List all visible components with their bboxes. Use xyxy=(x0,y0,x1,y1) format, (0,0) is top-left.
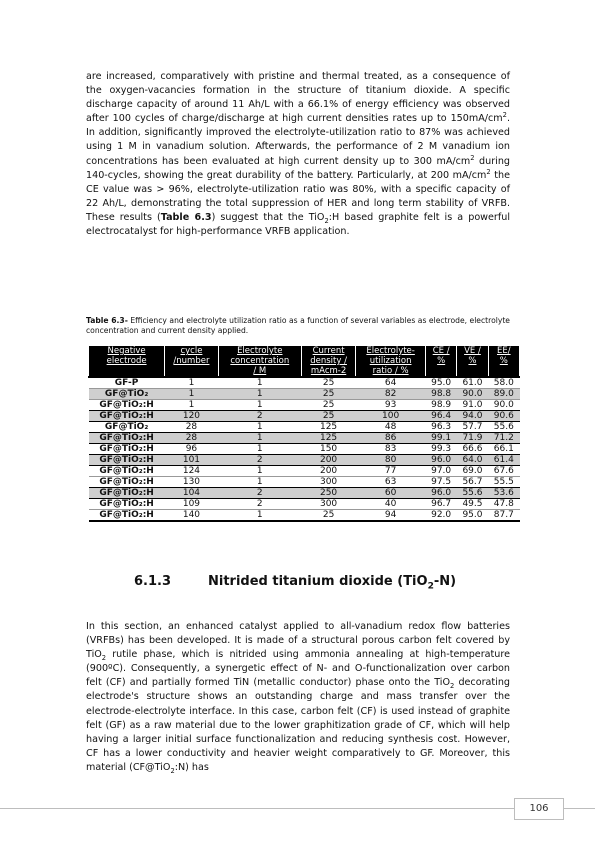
value-cell: 96.0 xyxy=(425,488,456,499)
value-cell: 1 xyxy=(218,466,301,477)
electrode-cell: GF@TiO₂:H xyxy=(89,466,165,477)
value-cell: 58.0 xyxy=(488,377,519,389)
value-cell: 86 xyxy=(356,433,426,444)
value-cell: 1 xyxy=(218,377,301,389)
value-cell: 87.7 xyxy=(488,510,519,522)
value-cell: 100 xyxy=(356,411,426,422)
value-cell: 98.9 xyxy=(425,400,456,411)
table-row xyxy=(89,466,520,477)
value-cell: 300 xyxy=(301,477,355,488)
value-cell: 91.0 xyxy=(457,400,488,411)
value-cell: 250 xyxy=(301,488,355,499)
value-cell: 90.0 xyxy=(457,389,488,400)
page-number: 106 xyxy=(514,798,564,820)
value-cell: 96.0 xyxy=(425,455,456,466)
electrode-cell: GF@TiO₂:H xyxy=(89,510,165,522)
table-row xyxy=(89,400,520,411)
value-cell: 98.8 xyxy=(425,389,456,400)
footer-rule xyxy=(0,808,595,809)
table-header-cell: CE / % xyxy=(425,346,456,377)
value-cell: 90.0 xyxy=(488,400,519,411)
electrode-cell: GF@TiO₂:H xyxy=(89,411,165,422)
table-header-cell: Negative electrode xyxy=(89,346,165,377)
value-cell: 53.6 xyxy=(488,488,519,499)
value-cell: 25 xyxy=(301,389,355,400)
value-cell: 28 xyxy=(165,433,218,444)
value-cell: 130 xyxy=(165,477,218,488)
electrode-cell: GF-P xyxy=(89,377,165,389)
table-caption: Table 6.3- Efficiency and electrolyte utilization ratio as a function of several variables as electrode, electrolyte concentration and current density applied. xyxy=(86,316,510,335)
table-body xyxy=(89,377,520,521)
value-cell: 97.0 xyxy=(425,466,456,477)
value-cell: 90.6 xyxy=(488,411,519,422)
value-cell: 150 xyxy=(301,444,355,455)
value-cell: 67.6 xyxy=(488,466,519,477)
value-cell: 125 xyxy=(301,433,355,444)
section-title: Nitrided titanium dioxide (TiO$_2$-N) xyxy=(208,574,457,592)
table-header-cell: Electrolyte- utilization ratio / % xyxy=(356,346,426,377)
value-cell: 1 xyxy=(218,477,301,488)
value-cell: 99.1 xyxy=(425,433,456,444)
body-paragraph-results: are increased, comparatively with pristine and thermal treated, as a consequence of the oxygen-vacancies formation in the structure of titanium dioxide. A specific discharge capacity of around 11 Ah/L with a 66.1% of energy efficiency was observed after 100 cycles of charge/discharge at high current densities rates up to $150mA/cm^2$. In addition, significantly improved the electrolyte-utilization ratio to 87% was achieved using 1 M in vanadium solution. Afterwards, the performance of 2 M vanadium ion concentrations has been evaluated at high current density up to 300 $mA/cm^2$ during 140-cycles, showing the great durability of the battery. Particularly, at 200 $mA/cm^2$ the CE value was > 96%, electrolyte-utilization ratio was 80%, with a specific capacity of 22 Ah/L, demonstrating the total suppression of HER and long term stability of VRFB. These results (Table 6.3) suggest that the TiO$_2$:H based graphite felt is a powerful electrocatalyst for high-performance VRFB application. xyxy=(86,71,511,238)
value-cell: 200 xyxy=(301,455,355,466)
value-cell: 61.4 xyxy=(488,455,519,466)
value-cell: 1 xyxy=(218,510,301,522)
table-row xyxy=(89,499,520,510)
table-row xyxy=(89,411,520,422)
value-cell: 64 xyxy=(356,377,426,389)
table-row xyxy=(89,455,520,466)
table-row xyxy=(89,433,520,444)
value-cell: 124 xyxy=(165,466,218,477)
value-cell: 101 xyxy=(165,455,218,466)
value-cell: 1 xyxy=(218,422,301,433)
value-cell: 96.4 xyxy=(425,411,456,422)
value-cell: 93 xyxy=(356,400,426,411)
value-cell: 82 xyxy=(356,389,426,400)
table-row xyxy=(89,389,520,400)
value-cell: 1 xyxy=(165,377,218,389)
value-cell: 2 xyxy=(218,411,301,422)
value-cell: 55.6 xyxy=(488,422,519,433)
electrode-cell: GF@TiO₂ xyxy=(89,422,165,433)
table-caption-label: Table 6.3- xyxy=(86,316,128,325)
value-cell: 96.3 xyxy=(425,422,456,433)
value-cell: 25 xyxy=(301,411,355,422)
value-cell: 1 xyxy=(165,400,218,411)
table-header-cell: Current density / mAcm-2 xyxy=(301,346,355,377)
electrode-cell: GF@TiO₂:H xyxy=(89,400,165,411)
value-cell: 49.5 xyxy=(457,499,488,510)
electrode-cell: GF@TiO₂:H xyxy=(89,477,165,488)
value-cell: 71.2 xyxy=(488,433,519,444)
value-cell: 80 xyxy=(356,455,426,466)
value-cell: 120 xyxy=(165,411,218,422)
value-cell: 2 xyxy=(218,488,301,499)
value-cell: 48 xyxy=(356,422,426,433)
value-cell: 55.5 xyxy=(488,477,519,488)
value-cell: 63 xyxy=(356,477,426,488)
value-cell: 89.0 xyxy=(488,389,519,400)
value-cell: 66.1 xyxy=(488,444,519,455)
value-cell: 1 xyxy=(165,389,218,400)
table-header-cell: cycle /number xyxy=(165,346,218,377)
value-cell: 66.6 xyxy=(457,444,488,455)
section-heading xyxy=(134,574,457,592)
value-cell: 99.3 xyxy=(425,444,456,455)
value-cell: 69.0 xyxy=(457,466,488,477)
value-cell: 2 xyxy=(218,499,301,510)
value-cell: 40 xyxy=(356,499,426,510)
value-cell: 125 xyxy=(301,422,355,433)
value-cell: 28 xyxy=(165,422,218,433)
section-number: 6.1.3 xyxy=(134,574,172,589)
value-cell: 1 xyxy=(218,400,301,411)
value-cell: 57.7 xyxy=(457,422,488,433)
value-cell: 300 xyxy=(301,499,355,510)
value-cell: 92.0 xyxy=(425,510,456,522)
value-cell: 61.0 xyxy=(457,377,488,389)
value-cell: 95.0 xyxy=(425,377,456,389)
value-cell: 25 xyxy=(301,400,355,411)
electrode-cell: GF@TiO₂:H xyxy=(89,455,165,466)
table-header-row xyxy=(89,346,520,377)
value-cell: 1 xyxy=(218,389,301,400)
value-cell: 96 xyxy=(165,444,218,455)
value-cell: 104 xyxy=(165,488,218,499)
table-row xyxy=(89,488,520,499)
value-cell: 55.6 xyxy=(457,488,488,499)
value-cell: 47.8 xyxy=(488,499,519,510)
value-cell: 25 xyxy=(301,510,355,522)
value-cell: 94 xyxy=(356,510,426,522)
value-cell: 94.0 xyxy=(457,411,488,422)
table-reference: Table 6.3 xyxy=(160,211,212,223)
table-header-cell: Electrolyte concentration / M xyxy=(218,346,301,377)
electrode-cell: GF@TiO₂ xyxy=(89,389,165,400)
efficiency-table xyxy=(88,346,520,522)
value-cell: 1 xyxy=(218,444,301,455)
table-header-cell: EE/ % xyxy=(488,346,519,377)
electrode-cell: GF@TiO₂:H xyxy=(89,488,165,499)
value-cell: 83 xyxy=(356,444,426,455)
value-cell: 140 xyxy=(165,510,218,522)
body-paragraph-section: In this section, an enhanced catalyst applied to all-vanadium redox flow batteries (VRFBs) has been developed. It is made of a structural porous carbon felt covered by TiO$_2$ rutile phase, which is nitrided using ammonia annealing at high-temperature (900ºC). Consequently, a synergetic effect of N- and O-functionalization over carbon felt (CF) and partially formed TiN (metallic conductor) phase onto the TiO$_2$ decorating electrode's structure shows an outstanding charge and mass transfer over the electrode-electrolyte interface. In this case, carbon felt (CF) is used instead of graphite felt (GF) as a raw material due to the lower graphitization grade of CF, which will help having a larger initial surface functionalization and reducing synthesis cost. However, CF has a lower conductivity and heavier weight comparatively to GF. Moreover, this material (CF@TiO$_2$:N) has xyxy=(86,621,510,775)
table-row xyxy=(89,444,520,455)
value-cell: 95.0 xyxy=(457,510,488,522)
value-cell: 96.7 xyxy=(425,499,456,510)
table-row xyxy=(89,377,520,389)
value-cell: 71.9 xyxy=(457,433,488,444)
value-cell: 64.0 xyxy=(457,455,488,466)
table-row xyxy=(89,422,520,433)
table-row xyxy=(89,477,520,488)
value-cell: 200 xyxy=(301,466,355,477)
value-cell: 77 xyxy=(356,466,426,477)
value-cell: 25 xyxy=(301,377,355,389)
value-cell: 1 xyxy=(218,433,301,444)
value-cell: 2 xyxy=(218,455,301,466)
electrode-cell: GF@TiO₂:H xyxy=(89,444,165,455)
value-cell: 56.7 xyxy=(457,477,488,488)
value-cell: 60 xyxy=(356,488,426,499)
electrode-cell: GF@TiO₂:H xyxy=(89,499,165,510)
table-row xyxy=(89,510,520,522)
electrode-cell: GF@TiO₂:H xyxy=(89,433,165,444)
value-cell: 97.5 xyxy=(425,477,456,488)
table-header-cell: VE / % xyxy=(457,346,488,377)
value-cell: 109 xyxy=(165,499,218,510)
